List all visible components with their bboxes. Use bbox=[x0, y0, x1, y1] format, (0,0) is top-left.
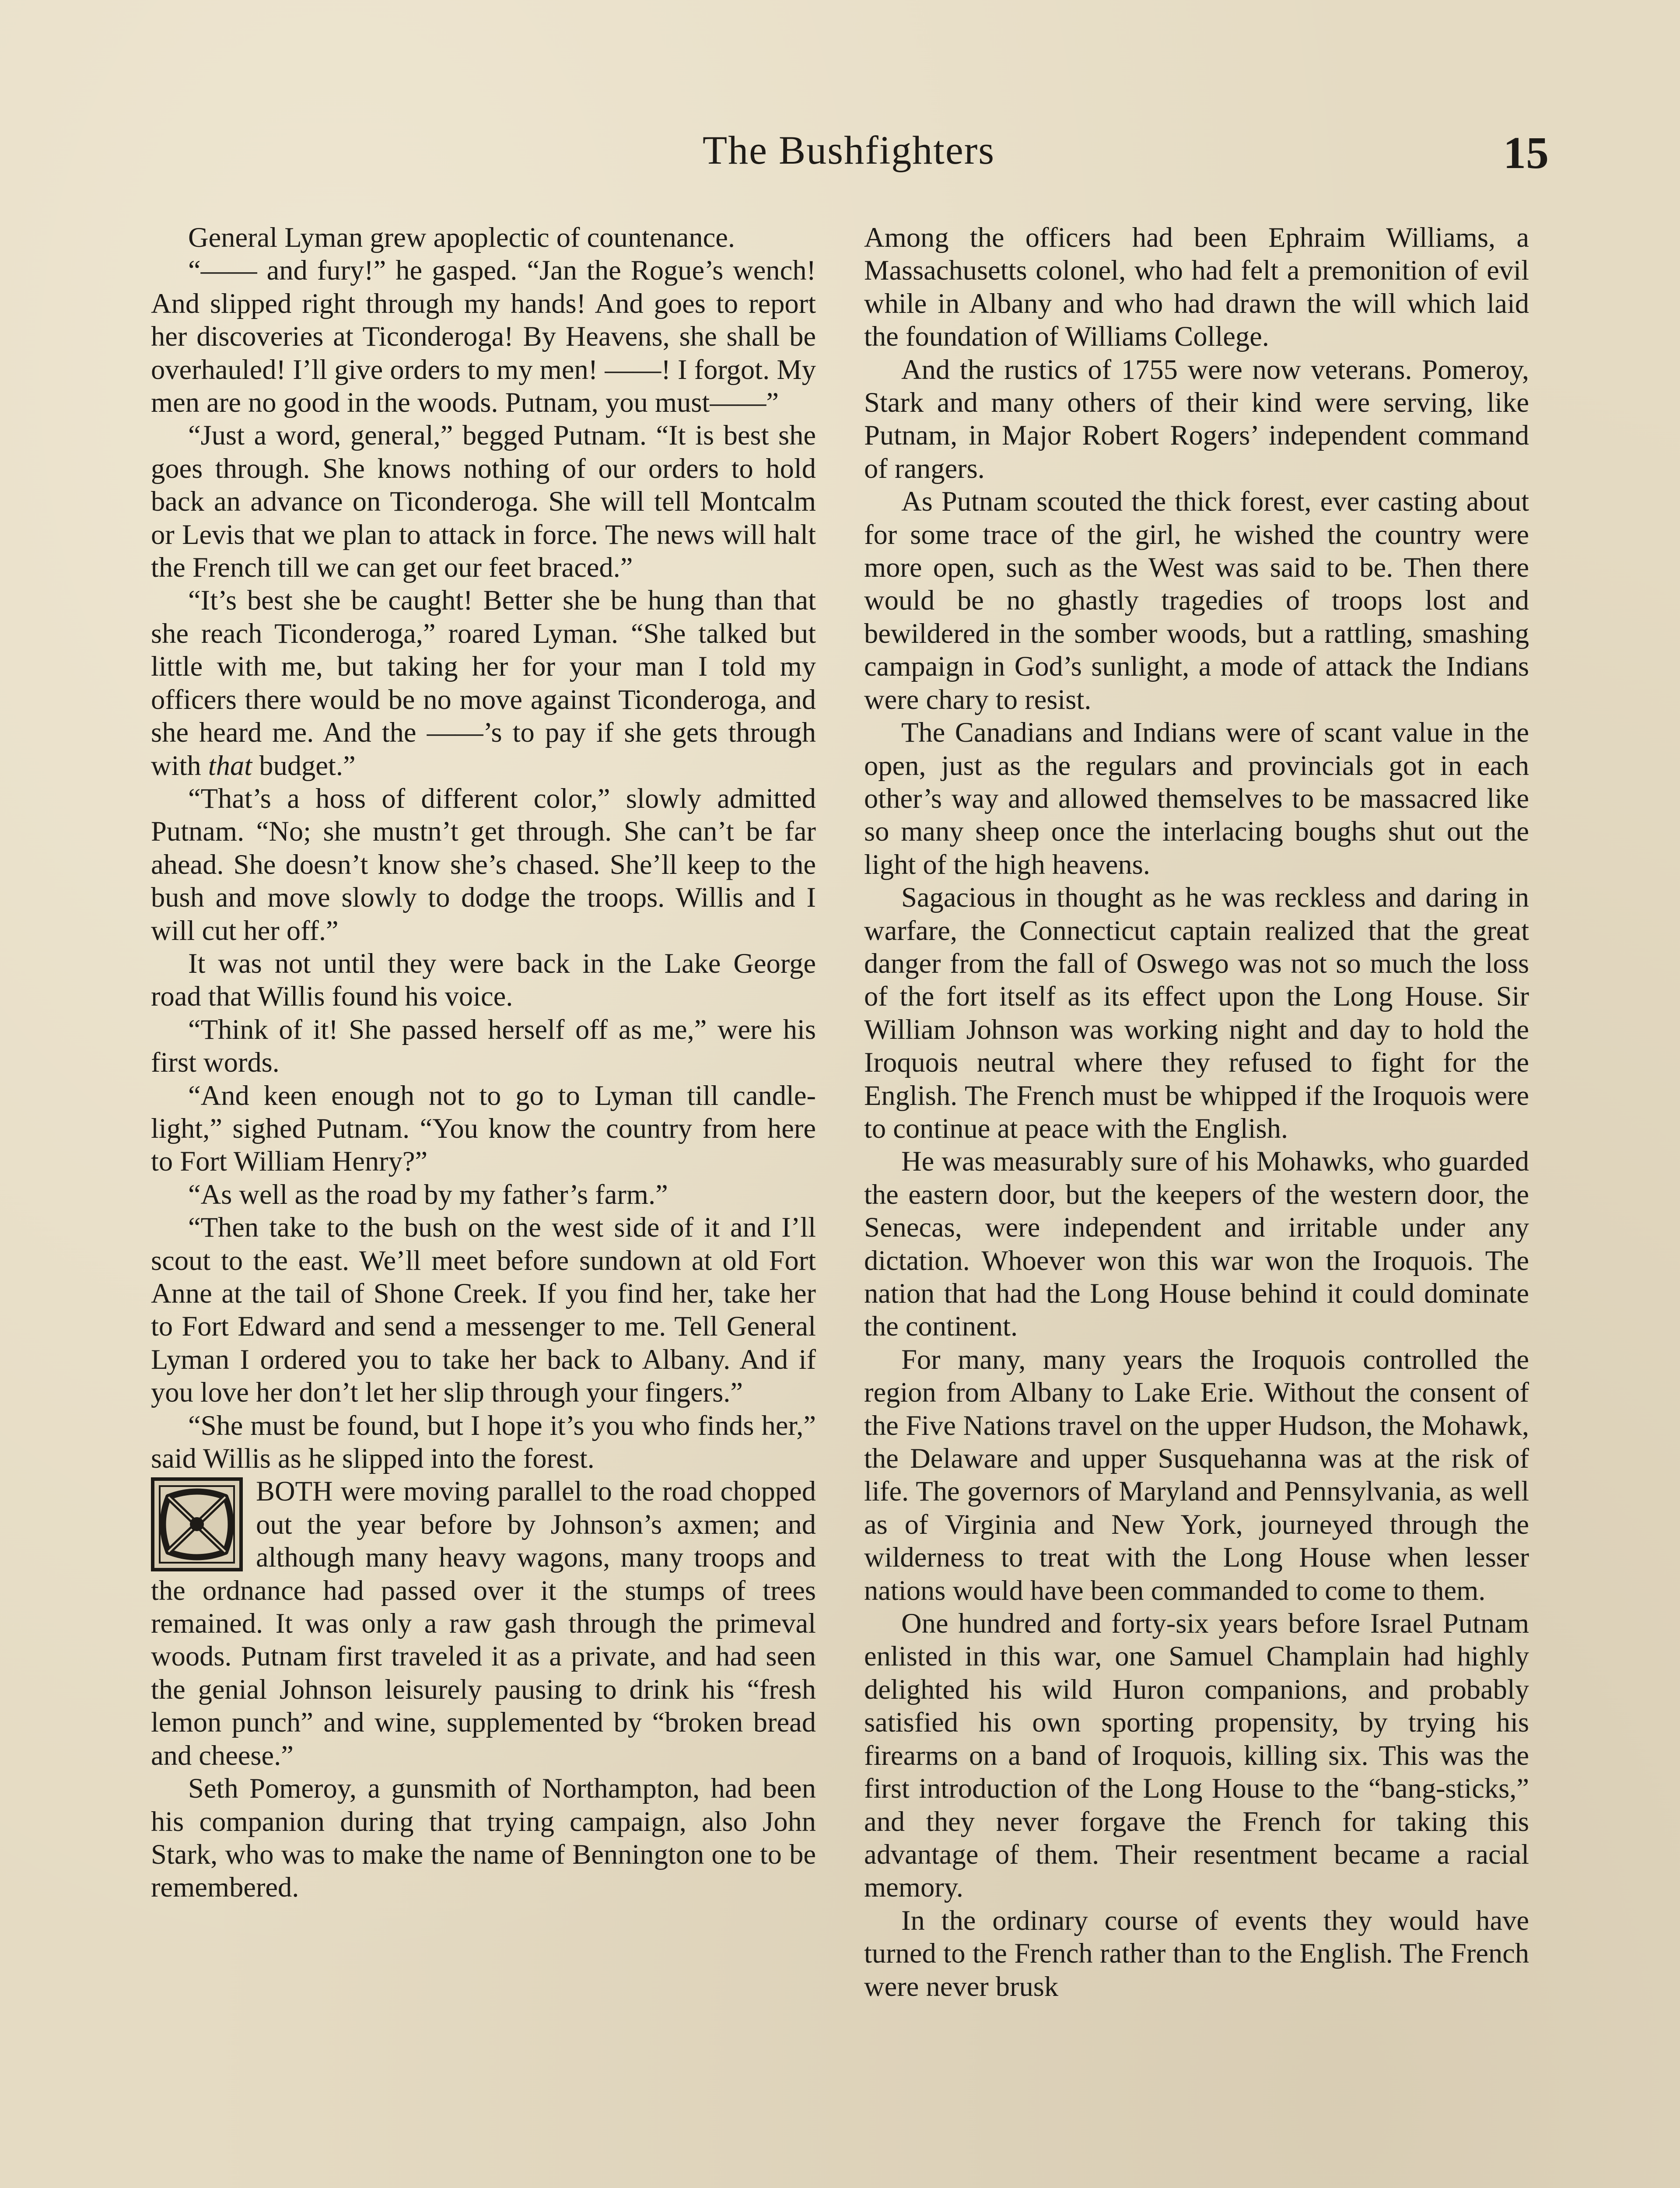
paragraph-text-tail: budget.” bbox=[252, 750, 356, 781]
page-number: 15 bbox=[1503, 128, 1549, 178]
paragraph: “As well as the road by my father’s farm.” bbox=[188, 1178, 668, 1210]
paragraph: In the ordinary course of events they would have turned to the French rather than to the English. The French were never brusk bbox=[864, 1904, 1529, 2002]
section-start-text: BOTH were moving parallel to the road chopped out the year before by Johnson’s axmen; and although many heavy wagons, many troops and the ordnance had passed over it the stumps of trees remained. It was only a raw gash through the primeval woods. Putnam first traveled it as a private, and had seen the genial Johnson leisurely pausing to drink his “fresh lemon punch” and wine, supplemented by “broken bread and cheese.” bbox=[151, 1476, 816, 1771]
section-start-paragraph bbox=[151, 1475, 816, 1772]
page-header bbox=[149, 127, 1549, 188]
paragraph: For many, many years the Iroquois controlled the region from Albany to Lake Erie. Without the consent of the Five Nations travel on the upper Hudson, the Mohawk, the Delaware and upper Susquehanna was at the risk of life. The governors of Maryland and Pennsylvania, as well as of Virginia and New York, journeyed through the wilderness to treat with the Long House when lesser nations would have been commanded to come to them. bbox=[864, 1343, 1529, 1606]
paragraph: He was measurably sure of his Mohawks, who guarded the eastern door, but the keepers of the western door, the Senecas, were independent and irritable under any dictation. Whoever won this war won the Iroquois. The nation that had the Long House behind it could dominate the continent. bbox=[864, 1146, 1529, 1342]
paragraph: General Lyman grew apoplectic of countenance. bbox=[188, 222, 735, 253]
paragraph: Among the officers had been Ephraim Williams, a Massachusetts colonel, who had felt a premonition of evil while in Albany and who had drawn the will which laid the foundation of Williams College. bbox=[864, 222, 1529, 352]
paragraph: “And keen enough not to go to Lyman till candle-light,” sighed Putnam. “You know the country from here to Fort William Henry?” bbox=[151, 1080, 816, 1177]
italic-word: that bbox=[208, 750, 252, 781]
paragraph: “Think of it! She passed herself off as me,” were his first words. bbox=[151, 1013, 816, 1078]
paragraph bbox=[151, 584, 816, 782]
paragraph: It was not until they were back in the Lake George road that Willis found his voice. bbox=[151, 947, 816, 1012]
paragraph: “Then take to the bush on the west side of it and I’ll scout to the east. We’ll meet before sundown at old Fort Anne at the tail of Shone Creek. If you find her, take her to Fort Edward and send a messenger to me. Tell General Lyman I ordered you to take her back to Albany. And if you love her don’t let her slip through your fingers.” bbox=[151, 1212, 816, 1408]
paragraph-text: “It’s best she be caught! Better she be hung than that she reach Ticonderoga,” roared Lyman. “She talked but little with me, but taking her for your man I told my officers there would be no move against Ticonderoga, and she heard me. And the ——’s to pay if she gets through with bbox=[151, 585, 816, 781]
paragraph: “Just a word, general,” begged Putnam. “It is best she goes through. She knows nothing of our orders to hold back an advance on Ticonderoga. She will tell Montcalm or Levis that we plan to attack in force. The news will halt the French till we can get our feet braced.” bbox=[151, 420, 816, 583]
paragraph: “She must be found, but I hope it’s you who finds her,” said Willis as he slipped into the forest. bbox=[151, 1410, 816, 1474]
running-title: The Bushfighters bbox=[702, 128, 995, 172]
celtic-knot-ornament-icon bbox=[151, 1477, 243, 1571]
paragraph: As Putnam scouted the thick forest, ever casting about for some trace of the girl, he wished the country were more open, such as the West was said to be. Then there would be no ghastly tragedies of troops lost and bewildered in the somber woods, but a rattling, smashing campaign in God’s sunlight, a mode of attack the Indians were chary to resist. bbox=[864, 486, 1529, 715]
paragraph: “—— and fury!” he gasped. “Jan the Rogue’s wench! And slipped right through my hands! And goes to report her discoveries at Ticonderoga! By Heavens, she shall be overhauled! I’ll give orders to my men! ——! I forgot. My men are no good in the woods. Putnam, you must——” bbox=[151, 255, 816, 418]
paragraph: And the rustics of 1755 were now veterans. Pomeroy, Stark and many others of their kind were serving, like Putnam, in Major Robert Rogers’ independent command of rangers. bbox=[864, 354, 1529, 484]
left-column bbox=[151, 221, 816, 1904]
paragraph: Sagacious in thought as he was reckless and daring in warfare, the Connecticut captain realized that the great danger from the fall of Oswego was not so much the loss of the fort itself as its effect upon the Long House. Sir William Johnson was working night and day to hold the Iroquois neutral where they refused to fight for the English. The French must be whipped if the Iroquois were to continue at peace with the English. bbox=[864, 882, 1529, 1144]
paragraph: One hundred and forty-six years before Israel Putnam enlisted in this war, one Samuel Champlain had highly delighted his wild Huron companions, and probably satisfied his own sporting propensity, by trying his firearms on a band of Iroquois, killing six. This was the first introduction of the Long House to the “bang-sticks,” and they never forgave the French for taking this advantage of them. Their resentment became a racial memory. bbox=[864, 1608, 1529, 1903]
paragraph: “That’s a hoss of different color,” slowly admitted Putnam. “No; she mustn’t get through. She can’t be far ahead. She doesn’t know she’s chased. She’ll keep to the bush and move slowly to dodge the troops. Willis and I will cut her off.” bbox=[151, 782, 816, 946]
right-column bbox=[864, 221, 1529, 2003]
paragraph: Seth Pomeroy, a gunsmith of Northampton, had been his companion during that trying campaign, also John Stark, who was to make the name of Bennington one to be remembered. bbox=[151, 1773, 816, 1903]
paragraph: The Canadians and Indians were of scant value in the open, just as the regulars and provincials got in each other’s way and allowed themselves to be massacred like so many sheep once the interlacing boughs shut out the light of the high heavens. bbox=[864, 717, 1529, 880]
